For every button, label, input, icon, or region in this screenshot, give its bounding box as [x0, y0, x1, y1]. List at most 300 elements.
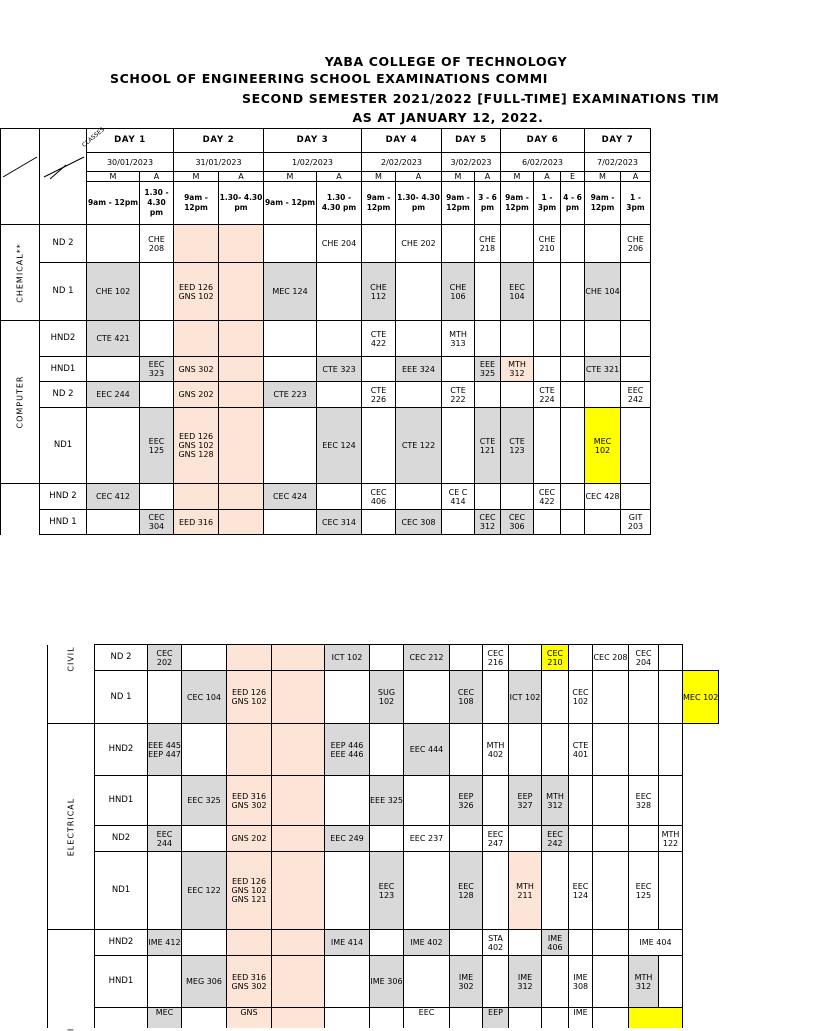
time-cell: 9am - 12pm — [264, 182, 317, 225]
exam-cell: CHE 202 — [396, 225, 442, 263]
exam-cell: CHE 112 — [362, 263, 396, 321]
exam-cell — [362, 408, 396, 484]
exam-cell: EEP 446 EEE 446 — [325, 724, 370, 776]
exam-cell: CEC 308 — [396, 510, 442, 535]
level-cell: HND2 — [95, 724, 148, 776]
exam-cell — [561, 510, 585, 535]
exam-cell: MTH 402 — [483, 724, 509, 776]
exam-cell: CHE 204 — [317, 225, 362, 263]
dept-industrial-label: I — [66, 1027, 76, 1031]
exam-cell — [534, 357, 561, 382]
level-cell: ND 2 — [40, 225, 87, 263]
dept-civil-label: CIVIL — [66, 645, 76, 672]
exam-cell — [683, 956, 719, 1008]
exam-cell — [561, 357, 585, 382]
exam-cell — [148, 671, 182, 724]
title-semester: SECOND SEMESTER 2021/2022 [FULL-TIME] EXAMINATIONS TIM — [242, 91, 720, 106]
exam-cell — [501, 321, 534, 357]
exam-cell — [362, 225, 396, 263]
diagonal-lines-icon — [1, 129, 40, 225]
exam-cell — [593, 671, 629, 724]
exam-cell — [683, 852, 719, 930]
exam-cell — [317, 484, 362, 510]
exam-cell — [174, 321, 219, 357]
exam-cell — [509, 930, 542, 956]
exam-cell: EEC 128 — [450, 852, 483, 930]
exam-cell — [621, 263, 651, 321]
exam-cell: MTH 313 — [442, 321, 475, 357]
day-3-header: DAY 3 — [264, 129, 362, 153]
exam-cell: EEC 244 — [87, 382, 140, 408]
exam-cell — [317, 382, 362, 408]
level-cell: ND 2 — [40, 382, 87, 408]
exam-cell: MEC 124 — [264, 263, 317, 321]
exam-cell — [174, 484, 219, 510]
exam-cell: SUG 102 — [370, 671, 404, 724]
time-cell: 9am - 12pm — [362, 182, 396, 225]
exam-cell: EEE 324 — [396, 357, 442, 382]
exam-cell — [683, 930, 719, 956]
exam-cell: MTH 312 — [629, 956, 659, 1008]
exam-cell — [182, 724, 227, 776]
exam-cell — [659, 956, 683, 1008]
exam-cell — [659, 724, 683, 776]
exam-cell: CEC 210 — [542, 645, 569, 671]
exam-cell: CEC 406 — [362, 484, 396, 510]
exam-cell — [659, 852, 683, 930]
dept-civil — [48, 645, 95, 724]
exam-cell — [219, 263, 264, 321]
exam-cell — [148, 852, 182, 930]
dept-chemical-label: CHEMICAL** — [15, 242, 25, 303]
exam-cell: CTE 226 — [362, 382, 396, 408]
exam-cell: EEC 124 — [317, 408, 362, 484]
exam-cell: EEC 242 — [621, 382, 651, 408]
exam-cell: EEC 244 — [148, 826, 182, 852]
exam-cell: CTE 321 — [585, 357, 621, 382]
exam-cell: IME 302 — [450, 956, 483, 1008]
exam-cell — [396, 484, 442, 510]
exam-cell — [272, 724, 325, 776]
time-cell: 3 - 6 pm — [475, 182, 501, 225]
session-cell: A — [219, 172, 264, 182]
time-cell: 9am - 12pm — [174, 182, 219, 225]
exam-cell: CEC 312 — [475, 510, 501, 535]
level-cell: HND 1 — [40, 510, 87, 535]
exam-cell — [140, 382, 174, 408]
exam-cell: IME 404 — [629, 930, 683, 956]
exam-cell: EEC 444 — [404, 724, 450, 776]
exam-cell — [534, 408, 561, 484]
exam-cell — [264, 321, 317, 357]
title-asat: AS AT JANUARY 12, 2022. — [352, 110, 544, 125]
level-cell: ND1 — [95, 852, 148, 930]
exam-cell — [370, 1008, 404, 1028]
level-cell: HND2 — [95, 930, 148, 956]
exam-cell — [182, 826, 227, 852]
exam-cell: CEC 204 — [629, 645, 659, 671]
exam-cell — [501, 484, 534, 510]
exam-cell — [561, 321, 585, 357]
date-day-1: 30/01/2023 — [87, 153, 174, 172]
exam-cell — [534, 321, 561, 357]
level-cell: ND 2 — [95, 645, 148, 671]
exam-cell — [659, 776, 683, 826]
exam-cell — [148, 776, 182, 826]
level-cell: HND1 — [40, 357, 87, 382]
dept-civil-top — [1, 484, 40, 535]
exam-cell — [483, 776, 509, 826]
exam-cell — [501, 225, 534, 263]
time-cell: 9am - 12pm — [442, 182, 475, 225]
exam-cell: MTH 211 — [509, 852, 542, 930]
time-cell: 1.30- 4.30 pm — [396, 182, 442, 225]
time-cell: 9am - 12pm — [585, 182, 621, 225]
exam-cell — [542, 956, 569, 1008]
exam-cell — [621, 357, 651, 382]
time-cell: 1 - 3pm — [621, 182, 651, 225]
exam-cell: EEC 249 — [325, 826, 370, 852]
exam-cell: IME 406 — [542, 930, 569, 956]
date-day-3: 1/02/2023 — [264, 153, 362, 172]
exam-cell — [561, 382, 585, 408]
exam-cell — [450, 645, 483, 671]
exam-cell — [585, 321, 621, 357]
exam-cell: CEC 212 — [404, 645, 450, 671]
exam-cell — [272, 956, 325, 1008]
exam-cell — [264, 357, 317, 382]
exam-cell: EEC 104 — [501, 263, 534, 321]
level-cell: ND2 — [95, 826, 148, 852]
exam-cell: EEC 123 — [370, 852, 404, 930]
exam-cell: EED 126 GNS 102 GNS 121 — [227, 852, 272, 930]
exam-cell — [227, 724, 272, 776]
exam-cell: CTE 122 — [396, 408, 442, 484]
exam-cell — [219, 382, 264, 408]
date-day-6: 6/02/2023 — [501, 153, 585, 172]
exam-cell: EEC 323 — [140, 357, 174, 382]
dept-computer — [1, 321, 40, 484]
exam-cell — [219, 357, 264, 382]
exam-cell: CEC 306 — [501, 510, 534, 535]
header-corner — [1, 129, 40, 225]
exam-cell: CTE 422 — [362, 321, 396, 357]
time-cell: 1.30- 4.30 pm — [219, 182, 264, 225]
title-school: SCHOOL OF ENGINEERING SCHOOL EXAMINATIONS COMMI — [110, 71, 548, 86]
exam-cell — [404, 956, 450, 1008]
exam-cell — [509, 724, 542, 776]
exam-cell — [325, 776, 370, 826]
level-cell: ND1 — [40, 408, 87, 484]
exam-cell — [370, 826, 404, 852]
exam-cell: CTE 222 — [442, 382, 475, 408]
exam-cell — [629, 671, 659, 724]
level-cell: ND 1 — [95, 671, 148, 724]
exam-cell — [542, 724, 569, 776]
exam-cell — [659, 671, 683, 724]
title-college: YABA COLLEGE OF TECHNOLOGY — [324, 54, 568, 69]
exam-cell: MEC — [148, 1008, 182, 1028]
exam-cell — [219, 321, 264, 357]
exam-cell — [659, 645, 683, 671]
exam-cell: EEC 242 — [542, 826, 569, 852]
exam-cell: GIT 203 — [621, 510, 651, 535]
exam-cell — [442, 510, 475, 535]
exam-cell: IME 412 — [148, 930, 182, 956]
exam-cell: CTE 123 — [501, 408, 534, 484]
exam-cell: MTH 312 — [501, 357, 534, 382]
exam-cell: MTH 312 — [542, 776, 569, 826]
exam-cell — [509, 826, 542, 852]
timetable-bottom — [47, 644, 719, 1031]
exam-cell — [140, 484, 174, 510]
session-cell: M — [501, 172, 534, 182]
dept-computer-label: COMPUTER — [15, 375, 25, 429]
exam-cell — [272, 826, 325, 852]
exam-cell — [475, 382, 501, 408]
exam-cell — [442, 357, 475, 382]
exam-cell: CHE 206 — [621, 225, 651, 263]
exam-cell — [593, 776, 629, 826]
level-cell: HND 2 — [40, 484, 87, 510]
exam-cell — [683, 724, 719, 776]
exam-cell: EED 316 — [174, 510, 219, 535]
exam-cell — [483, 852, 509, 930]
exam-cell — [534, 263, 561, 321]
exam-cell: CHE 106 — [442, 263, 475, 321]
day-6-header: DAY 6 — [501, 129, 585, 153]
exam-cell: STA 402 — [483, 930, 509, 956]
exam-cell — [585, 382, 621, 408]
exam-cell: EED 126 GNS 102 GNS 128 — [174, 408, 219, 484]
day-1-header: DAY 1 — [87, 129, 174, 153]
session-cell: A — [621, 172, 651, 182]
time-cell: 9am - 12pm — [87, 182, 140, 225]
exam-cell — [629, 1008, 683, 1028]
exam-cell: CHE 104 — [585, 263, 621, 321]
date-day-4: 2/02/2023 — [362, 153, 442, 172]
exam-cell: CTE 224 — [534, 382, 561, 408]
dept-electrical — [48, 724, 95, 930]
exam-cell — [534, 510, 561, 535]
exam-cell — [219, 484, 264, 510]
exam-cell — [264, 225, 317, 263]
exam-cell: CEC 428 — [585, 484, 621, 510]
exam-cell: IME 414 — [325, 930, 370, 956]
exam-cell — [593, 852, 629, 930]
exam-cell — [542, 1008, 569, 1028]
exam-cell — [585, 510, 621, 535]
session-cell: M — [264, 172, 317, 182]
exam-cell: EEC 125 — [140, 408, 174, 484]
session-cell: A — [475, 172, 501, 182]
level-cell — [95, 1008, 148, 1028]
exam-cell — [370, 724, 404, 776]
exam-cell: CTE 421 — [87, 321, 140, 357]
exam-cell: MTH 122 — [659, 826, 683, 852]
exam-cell — [396, 382, 442, 408]
date-day-2: 31/01/2023 — [174, 153, 264, 172]
exam-cell — [585, 225, 621, 263]
exam-cell — [442, 225, 475, 263]
exam-cell — [317, 263, 362, 321]
exam-cell: IME 308 — [569, 956, 593, 1008]
exam-cell: CHE 208 — [140, 225, 174, 263]
exam-cell — [140, 263, 174, 321]
exam-cell: EED 316 GNS 302 — [227, 956, 272, 1008]
exam-cell — [219, 408, 264, 484]
exam-cell — [683, 1008, 719, 1028]
exam-cell — [593, 724, 629, 776]
timetable-top — [0, 128, 651, 535]
exam-cell — [593, 1008, 629, 1028]
exam-cell — [272, 671, 325, 724]
level-cell: HND2 — [40, 321, 87, 357]
day-7-header: DAY 7 — [585, 129, 651, 153]
session-cell: A — [534, 172, 561, 182]
exam-cell: CEC 208 — [593, 645, 629, 671]
exam-cell: CTE 323 — [317, 357, 362, 382]
exam-cell: EEC 125 — [629, 852, 659, 930]
day-2-header: DAY 2 — [174, 129, 264, 153]
exam-cell: CEC 202 — [148, 645, 182, 671]
exam-cell: EED 316 GNS 302 — [227, 776, 272, 826]
exam-cell — [450, 930, 483, 956]
session-cell: A — [317, 172, 362, 182]
exam-cell: CE C 414 — [442, 484, 475, 510]
exam-cell: CTE 121 — [475, 408, 501, 484]
exam-cell: ICT 102 — [325, 645, 370, 671]
exam-cell — [475, 484, 501, 510]
exam-cell — [182, 1008, 227, 1028]
exam-cell — [396, 263, 442, 321]
exam-cell: EEE 445 EEP 447 — [148, 724, 182, 776]
exam-cell — [509, 1008, 542, 1028]
exam-cell: EEP 327 — [509, 776, 542, 826]
session-cell: E — [561, 172, 585, 182]
exam-cell: CEC 304 — [140, 510, 174, 535]
exam-cell — [148, 956, 182, 1008]
exam-cell — [264, 510, 317, 535]
exam-cell: EEC 325 — [182, 776, 227, 826]
exam-cell: MEC 102 — [585, 408, 621, 484]
exam-cell: EEP 326 — [450, 776, 483, 826]
classes-corner — [40, 126, 107, 225]
exam-cell — [325, 1008, 370, 1028]
exam-cell — [140, 321, 174, 357]
exam-cell — [272, 645, 325, 671]
exam-cell: EEP — [483, 1008, 509, 1028]
exam-cell — [325, 956, 370, 1008]
exam-cell: MEG 306 — [182, 956, 227, 1008]
exam-cell: EEC 247 — [483, 826, 509, 852]
dept-industrial — [48, 930, 95, 1031]
exam-cell — [621, 321, 651, 357]
exam-cell: GNS 302 — [174, 357, 219, 382]
session-cell: M — [174, 172, 219, 182]
exam-cell: EED 126 GNS 102 — [227, 671, 272, 724]
exam-cell: CHE 102 — [87, 263, 140, 321]
exam-cell — [483, 671, 509, 724]
exam-cell — [442, 408, 475, 484]
exam-cell — [272, 1008, 325, 1028]
exam-cell: EEE 325 — [475, 357, 501, 382]
classes-label: CLASSES — [80, 126, 107, 149]
exam-cell: EEC 237 — [404, 826, 450, 852]
exam-cell — [272, 852, 325, 930]
exam-cell — [629, 826, 659, 852]
exam-cell — [450, 1008, 483, 1028]
exam-cell: CEC 314 — [317, 510, 362, 535]
exam-cell: EED 126 GNS 102 — [174, 263, 219, 321]
exam-cell: CEC 104 — [182, 671, 227, 724]
exam-cell: CEC 424 — [264, 484, 317, 510]
exam-cell — [370, 645, 404, 671]
session-cell: M — [362, 172, 396, 182]
exam-cell — [569, 776, 593, 826]
exam-cell: CEC 216 — [483, 645, 509, 671]
session-cell: M — [87, 172, 140, 182]
exam-cell — [272, 930, 325, 956]
exam-cell — [317, 321, 362, 357]
exam-cell: EEE 325 — [370, 776, 404, 826]
exam-cell — [509, 645, 542, 671]
exam-cell: ICT 102 — [509, 671, 542, 724]
day-4-header: DAY 4 — [362, 129, 442, 153]
exam-cell: CEC 412 — [87, 484, 140, 510]
exam-cell — [87, 510, 140, 535]
dept-electrical-label: ELECTRICAL — [66, 797, 76, 856]
exam-cell: CTE 401 — [569, 724, 593, 776]
exam-cell — [264, 408, 317, 484]
exam-cell — [182, 645, 227, 671]
exam-cell — [272, 776, 325, 826]
exam-cell — [87, 225, 140, 263]
exam-cell — [483, 956, 509, 1008]
exam-cell — [683, 826, 719, 852]
exam-cell — [450, 826, 483, 852]
session-cell: M — [585, 172, 621, 182]
exam-cell — [621, 484, 651, 510]
exam-cell: GNS — [227, 1008, 272, 1028]
exam-cell — [182, 930, 227, 956]
level-cell: ND 1 — [40, 263, 87, 321]
exam-cell — [561, 225, 585, 263]
exam-cell — [593, 930, 629, 956]
session-cell: A — [140, 172, 174, 182]
exam-cell: CTE 223 — [264, 382, 317, 408]
session-cell: M — [442, 172, 475, 182]
exam-cell — [87, 408, 140, 484]
exam-cell — [87, 357, 140, 382]
exam-cell — [593, 826, 629, 852]
exam-cell — [569, 930, 593, 956]
exam-cell — [542, 671, 569, 724]
exam-cell — [561, 263, 585, 321]
exam-cell — [569, 826, 593, 852]
exam-cell — [475, 263, 501, 321]
exam-cell: EEC — [404, 1008, 450, 1028]
time-cell: 9am - 12pm — [501, 182, 534, 225]
exam-cell — [629, 724, 659, 776]
exam-cell — [325, 671, 370, 724]
exam-cell — [325, 852, 370, 930]
level-cell: HND1 — [95, 956, 148, 1008]
level-cell: HND1 — [95, 776, 148, 826]
exam-cell: MEC 102 — [683, 671, 719, 724]
time-cell: 1.30 - 4.30 pm — [140, 182, 174, 225]
time-cell: 4 - 6 pm — [561, 182, 585, 225]
